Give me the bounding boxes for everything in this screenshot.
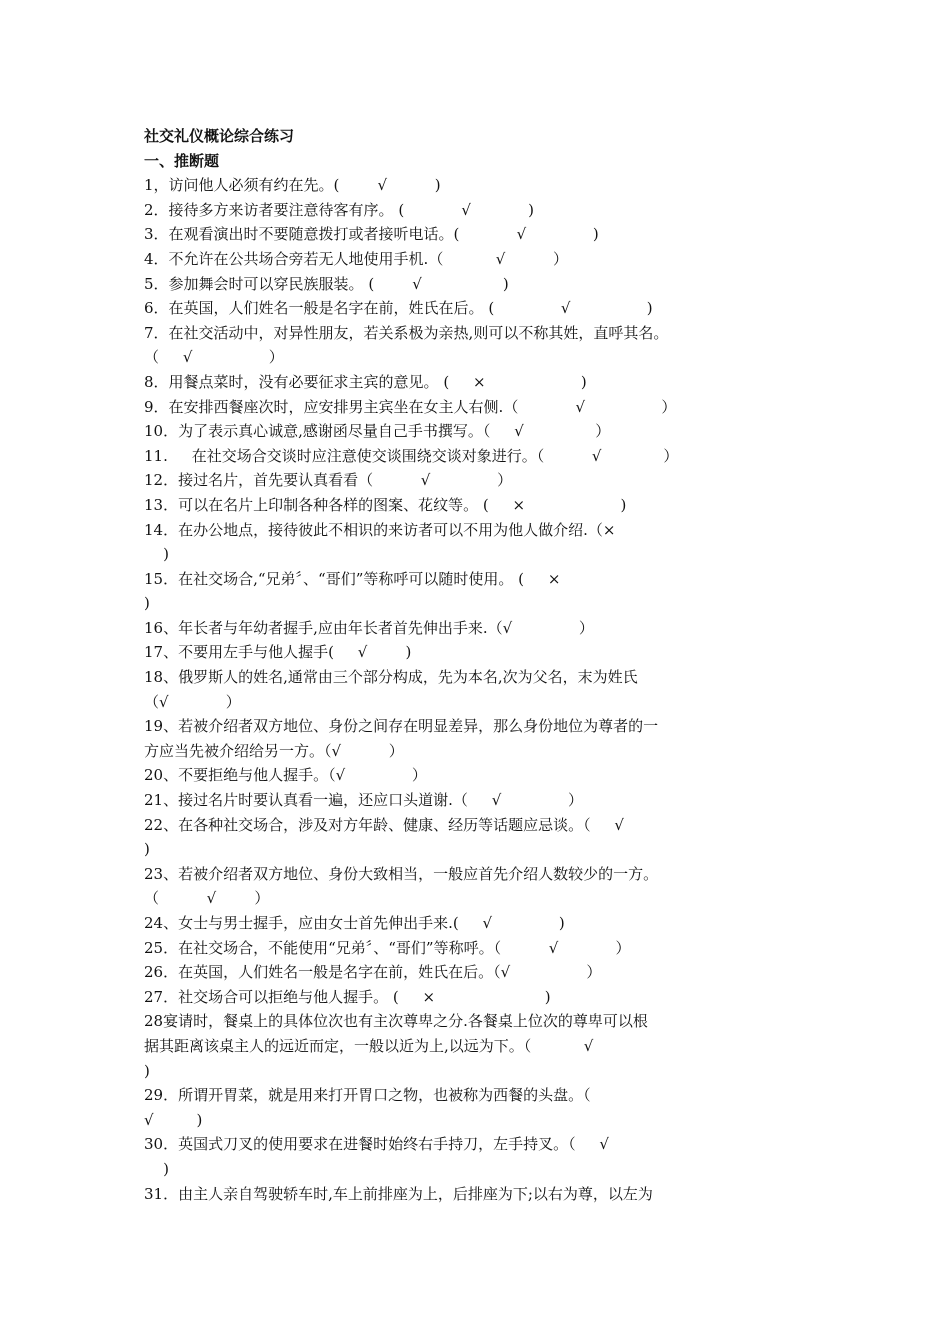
text-line: （ √ ） bbox=[144, 889, 270, 908]
text-line: 3．在观看演出时不要随意拨打或者接听电话。( √ ) bbox=[144, 225, 599, 244]
section-heading: 一、推断题 bbox=[144, 151, 220, 170]
text-line: 22、在各种社交场合，涉及对方年龄、健康、经历等话题应忌谈。（ √ bbox=[144, 815, 624, 834]
text-line: ) bbox=[144, 545, 169, 564]
text-line: 1，访问他人必须有约在先。( √ ) bbox=[144, 176, 441, 195]
text-line: 7．在社交活动中，对异性朋友，若关系极为亲热,则可以不称其姓，直呼其名。 bbox=[144, 323, 669, 342]
text-line: 8．用餐点菜时，没有必要征求主宾的意见。 ( × ) bbox=[144, 372, 587, 391]
text-line: 13．可以在名片上印制各种各样的图案、花纹等。 ( × ) bbox=[144, 495, 627, 514]
text-line: ) bbox=[144, 594, 150, 613]
text-line: 28宴请时，餐桌上的具体位次也有主次尊卑之分.各餐桌上位次的尊卑可以根 bbox=[144, 1012, 648, 1031]
text-line: 15．在社交场合,“兄弟〞、“哥们”等称呼可以随时使用。 ( × bbox=[144, 569, 561, 588]
text-line: 4．不允许在公共场合旁若无人地使用手机.（ √ ） bbox=[144, 249, 569, 268]
document-page bbox=[144, 124, 824, 1206]
question-list bbox=[144, 173, 824, 1206]
text-line: 17、不要用左手与他人握手( √ ) bbox=[144, 643, 412, 662]
text-line: 20、不要拒绝与他人握手。（√ ） bbox=[144, 766, 427, 785]
text-line: 26．在英国，人们姓名一般是名字在前，姓氏在后。（√ ） bbox=[144, 963, 602, 982]
text-line: √ ) bbox=[144, 1110, 203, 1129]
text-line: 29．所谓开胃菜，就是用来打开胃口之物，也被称为西餐的头盘。（ bbox=[144, 1086, 591, 1105]
text-line: 27．社交场合可以拒绝与他人握手。 ( × ) bbox=[144, 987, 551, 1006]
text-line: 14．在办公地点，接待彼此不相识的来访者可以不用为他人做介绍.（× bbox=[144, 520, 616, 539]
text-line: 25．在社交场合，不能使用“兄弟〞、“哥们”等称呼。（ √ ） bbox=[144, 938, 631, 957]
text-line: 2．接待多方来访者要注意待客有序。 ( √ ) bbox=[144, 200, 535, 219]
text-line: 5．参加舞会时可以穿民族服装。 ( √ ) bbox=[144, 274, 509, 293]
text-line: 6．在英国，人们姓名一般是名字在前，姓氏在后。 ( √ ) bbox=[144, 299, 653, 318]
text-line: 19、若被介绍者双方地位、身份之间存在明显差异，那么身份地位为尊者的一 bbox=[144, 717, 659, 736]
text-line: （√ ） bbox=[144, 692, 241, 711]
text-line: （ √ ） bbox=[144, 348, 284, 367]
text-line: 方应当先被介绍给另一方。（√ ） bbox=[144, 741, 404, 760]
text-line: 11. 在社交场合交谈时应注意使交谈围绕交谈对象进行。（ √ ） bbox=[144, 446, 679, 465]
text-line: 10．为了表示真心诚意,感谢函尽量自己手书撰写。（ √ ） bbox=[144, 422, 611, 441]
text-line: 据其距离该桌主人的远近而定，一般以近为上,以远为下。（ √ bbox=[144, 1036, 594, 1055]
text-line: 30．英国式刀叉的使用要求在进餐时始终右手持刀，左手持叉。（ √ bbox=[144, 1135, 609, 1154]
text-line: ) bbox=[144, 840, 150, 859]
text-line: 24、女士与男士握手，应由女士首先伸出手来.( √ ) bbox=[144, 914, 565, 932]
text-line: 18、俄罗斯人的姓名,通常由三个部分构成，先为本名,次为父名，末为姓氏 bbox=[144, 668, 638, 687]
text-line: ) bbox=[144, 1061, 150, 1080]
text-line: 31．由主人亲自驾驶轿车时,车上前排座为上，后排座为下;以右为尊，以左为 bbox=[144, 1184, 653, 1203]
text-line: 23、若被介绍者双方地位、身份大致相当，一般应首先介绍人数较少的一方。 bbox=[144, 864, 659, 883]
text-line: 12．接过名片，首先要认真看看（ √ ） bbox=[144, 471, 513, 490]
text-line: 21、接过名片时要认真看一遍，还应口头道谢.（ √ ） bbox=[144, 791, 584, 810]
text-line: 9．在安排西餐座次时，应安排男主宾坐在女主人右侧.（ √ ） bbox=[144, 397, 677, 416]
text-line: ) bbox=[144, 1159, 169, 1178]
document-title: 社交礼仪概论综合练习 bbox=[144, 127, 295, 145]
text-line: 16、年长者与年幼者握手,应由年长者首先伸出手来.（√ ） bbox=[144, 618, 594, 637]
